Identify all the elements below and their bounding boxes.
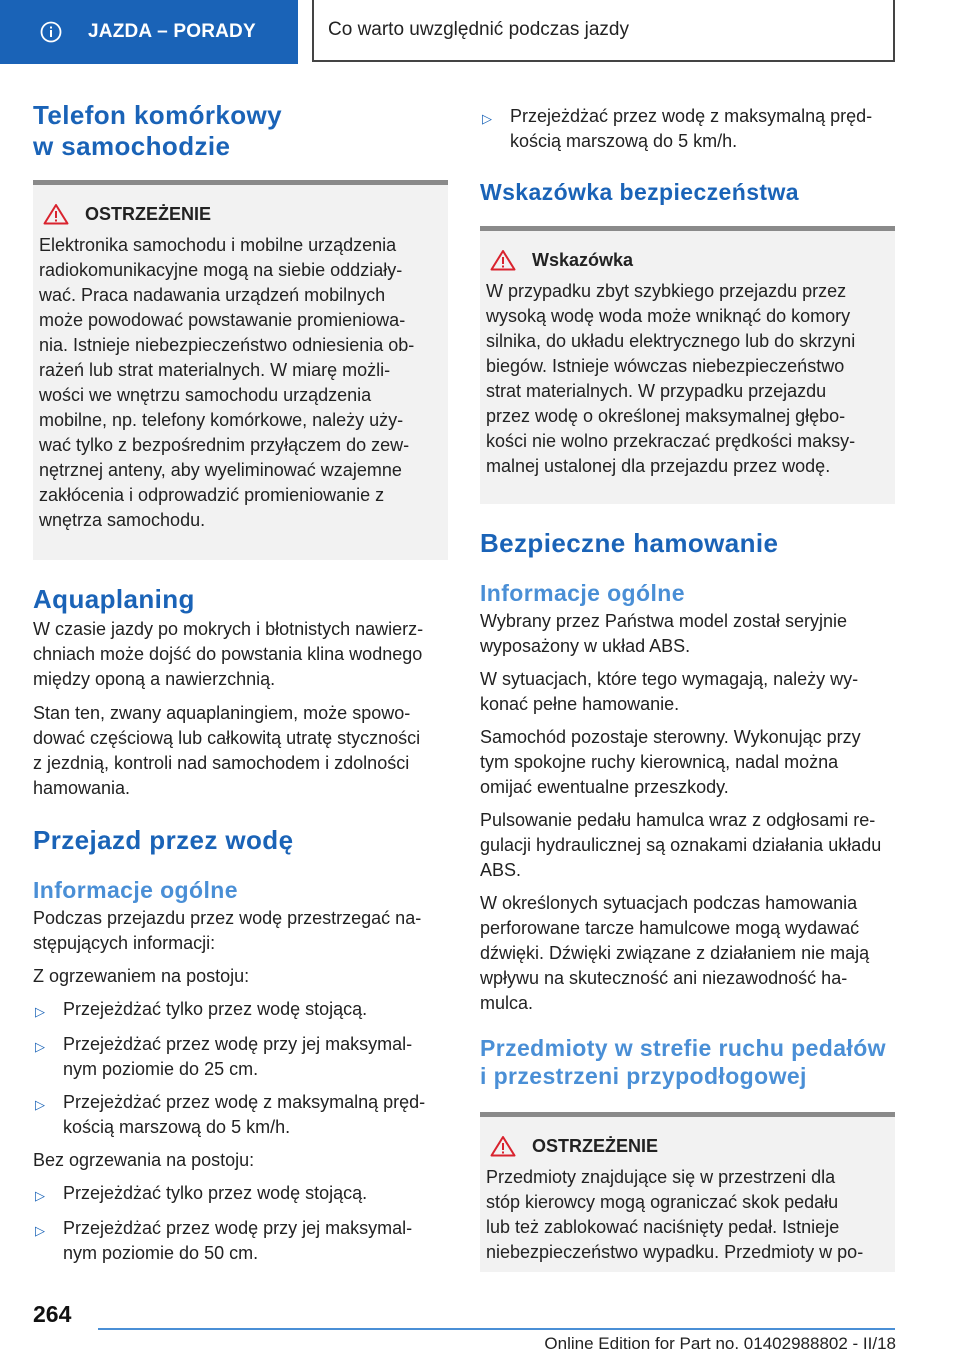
warning-text: Elektronika samochodu i mobilne urządzenia radiokomunikacyjne mogą na siebie oddziały- wać. Praca nadawania urządzeń mobilnych może powodować powstawanie promieniowa- nia. Istnieje niebezpieczeństwo odniesienia ob- rażeń lub strat materialnych. W miarę możli- wości we wnętrzu samochodu urządzenia mobilne, np. telefony komórkowe, należy uży- wać tylko z bezpośrednim przyłączem do zew- nętrznej anteny, aby wyeliminować wzajemne zakłócenia i odprowadzić promieniowanie z wnętrza samochodu.: [39, 235, 415, 530]
braking-paragraph-2: W sytuacjach, które tego wymagają, należy wy- konać pełne hamowanie.: [480, 669, 859, 714]
warning-triangle-icon: [490, 249, 516, 271]
right-column: [480, 100, 895, 1272]
braking-paragraph-1: Wybrany przez Państwa model został seryjnie wyposażony w układ ABS.: [480, 611, 847, 656]
triangle-bullet-icon: ▷: [35, 1039, 45, 1054]
warning-title: OSTRZEŻENIE: [39, 203, 442, 225]
braking-heading: Bezpieczne hamowanie: [480, 528, 779, 558]
warning-triangle-icon: [490, 1135, 516, 1157]
list-item: ▷ Przejeżdżać przez wodę przy jej maksymal- nym poziomie do 50 cm.: [33, 1216, 448, 1266]
triangle-bullet-icon: ▷: [35, 1223, 45, 1238]
triangle-bullet-icon: ▷: [482, 111, 492, 126]
note-box-water: [480, 226, 895, 504]
braking-paragraph-5: W określonych sytuacjach podczas hamowania perforowane tarcze hamulcowe mogą wydawać dźwięki. Dźwięki związane z działaniem nie mają wpływu na skuteczność ani niezawodność ha- mulca.: [480, 893, 870, 1013]
unheated-label: Bez ogrzewania na postoju:: [33, 1150, 255, 1170]
footer-divider: [98, 1328, 895, 1330]
warning-triangle-icon: [43, 203, 69, 225]
page-number: 264: [33, 1301, 72, 1327]
list-item: ▷ Przejeżdżać przez wodę z maksymalną pręd- kością marszową do 5 km/h.: [480, 104, 895, 154]
section-tab-label: JAZDA – PORADY: [88, 21, 256, 42]
aquaplaning-paragraph-2: Stan ten, zwany aquaplaningiem, może spowo- dować częściową lub całkowitą utratę styczności z jezdnią, kontroli nad samochodem i zdolności hamowania.: [33, 703, 421, 798]
section-tab[interactable]: [0, 0, 298, 64]
objects-heading: Przedmioty w strefie ruchu pedałów i przestrzeni przypodłogowej: [480, 1035, 886, 1089]
warning-title: OSTRZEŻENIE: [486, 1135, 889, 1157]
list-item: ▷ Przejeżdżać przez wodę z maksymalną pręd- kością marszową do 5 km/h.: [33, 1090, 448, 1140]
phone-heading: Telefon komórkowy w samochodzie: [33, 100, 283, 161]
aquaplaning-heading: Aquaplaning: [33, 584, 195, 614]
aquaplaning-paragraph-1: W czasie jazdy po mokrych i błotnistych nawierz- chniach może dojść do powstania klina wodnego między oponą a nawierzchnią.: [33, 619, 424, 689]
list-item: ▷ Przejeżdżać tylko przez wodę stojącą.: [33, 997, 448, 1024]
triangle-bullet-icon: ▷: [35, 1004, 45, 1019]
footer-edition: Online Edition for Part no. 01402988802 - II/18: [544, 1334, 896, 1353]
braking-paragraph-3: Samochód pozostaje sterowny. Wykonując przy tym spokojne ruchy kierownicą, nadal można omijać ewentualne przeszkody.: [480, 727, 861, 797]
water-intro: Podczas przejazdu przez wodę przestrzegać na- stępujących informacji:: [33, 908, 422, 953]
braking-paragraph-4: Pulsowanie pedału hamulca wraz z odgłosami re- gulacji hydraulicznej są oznakami działania układu ABS.: [480, 810, 882, 880]
list-item: ▷ Przejeżdżać przez wodę przy jej maksymal- nym poziomie do 25 cm.: [33, 1032, 448, 1082]
triangle-bullet-icon: ▷: [35, 1097, 45, 1112]
list-item: ▷ Przejeżdżać tylko przez wodę stojącą.: [33, 1181, 448, 1208]
note-text: W przypadku zbyt szybkiego przejazdu przez wysoką wodę woda może wniknąć do komory silnika, do układu elektrycznego lub do skrzyni biegów. Istnieje wówczas niebezpieczeństwo strat materialnych. W przypadku przejazdu przez wodę o określonej maksymalnej głębo- kości nie wolno przekraczać prędkości maksy- malnej ustalonej dla przejazdu przez wodę.: [486, 281, 856, 476]
water-heading: Przejazd przez wodę: [33, 825, 294, 855]
braking-subheading: Informacje ogólne: [480, 580, 685, 606]
heated-label: Z ogrzewaniem na postoju:: [33, 966, 250, 986]
triangle-bullet-icon: ▷: [35, 1188, 45, 1203]
warning-box-phone: [33, 180, 448, 560]
chapter-title: Co warto uwzględnić podczas jazdy: [312, 0, 895, 62]
water-subheading: Informacje ogólne: [33, 877, 238, 903]
note-title: Wskazówka: [486, 249, 889, 271]
warning-text: Przedmioty znajdujące się w przestrzeni dla stóp kierowcy mogą ograniczać skok pedału lub też zablokować naciśnięty pedał. Istnieje niebezpieczeństwo wypadku. Przedmioty w po-: [486, 1167, 864, 1262]
safety-heading: Wskazówka bezpieczeństwa: [480, 179, 799, 205]
warning-box-pedals: [480, 1112, 895, 1272]
left-column: [33, 100, 448, 1266]
info-icon: [40, 21, 62, 43]
